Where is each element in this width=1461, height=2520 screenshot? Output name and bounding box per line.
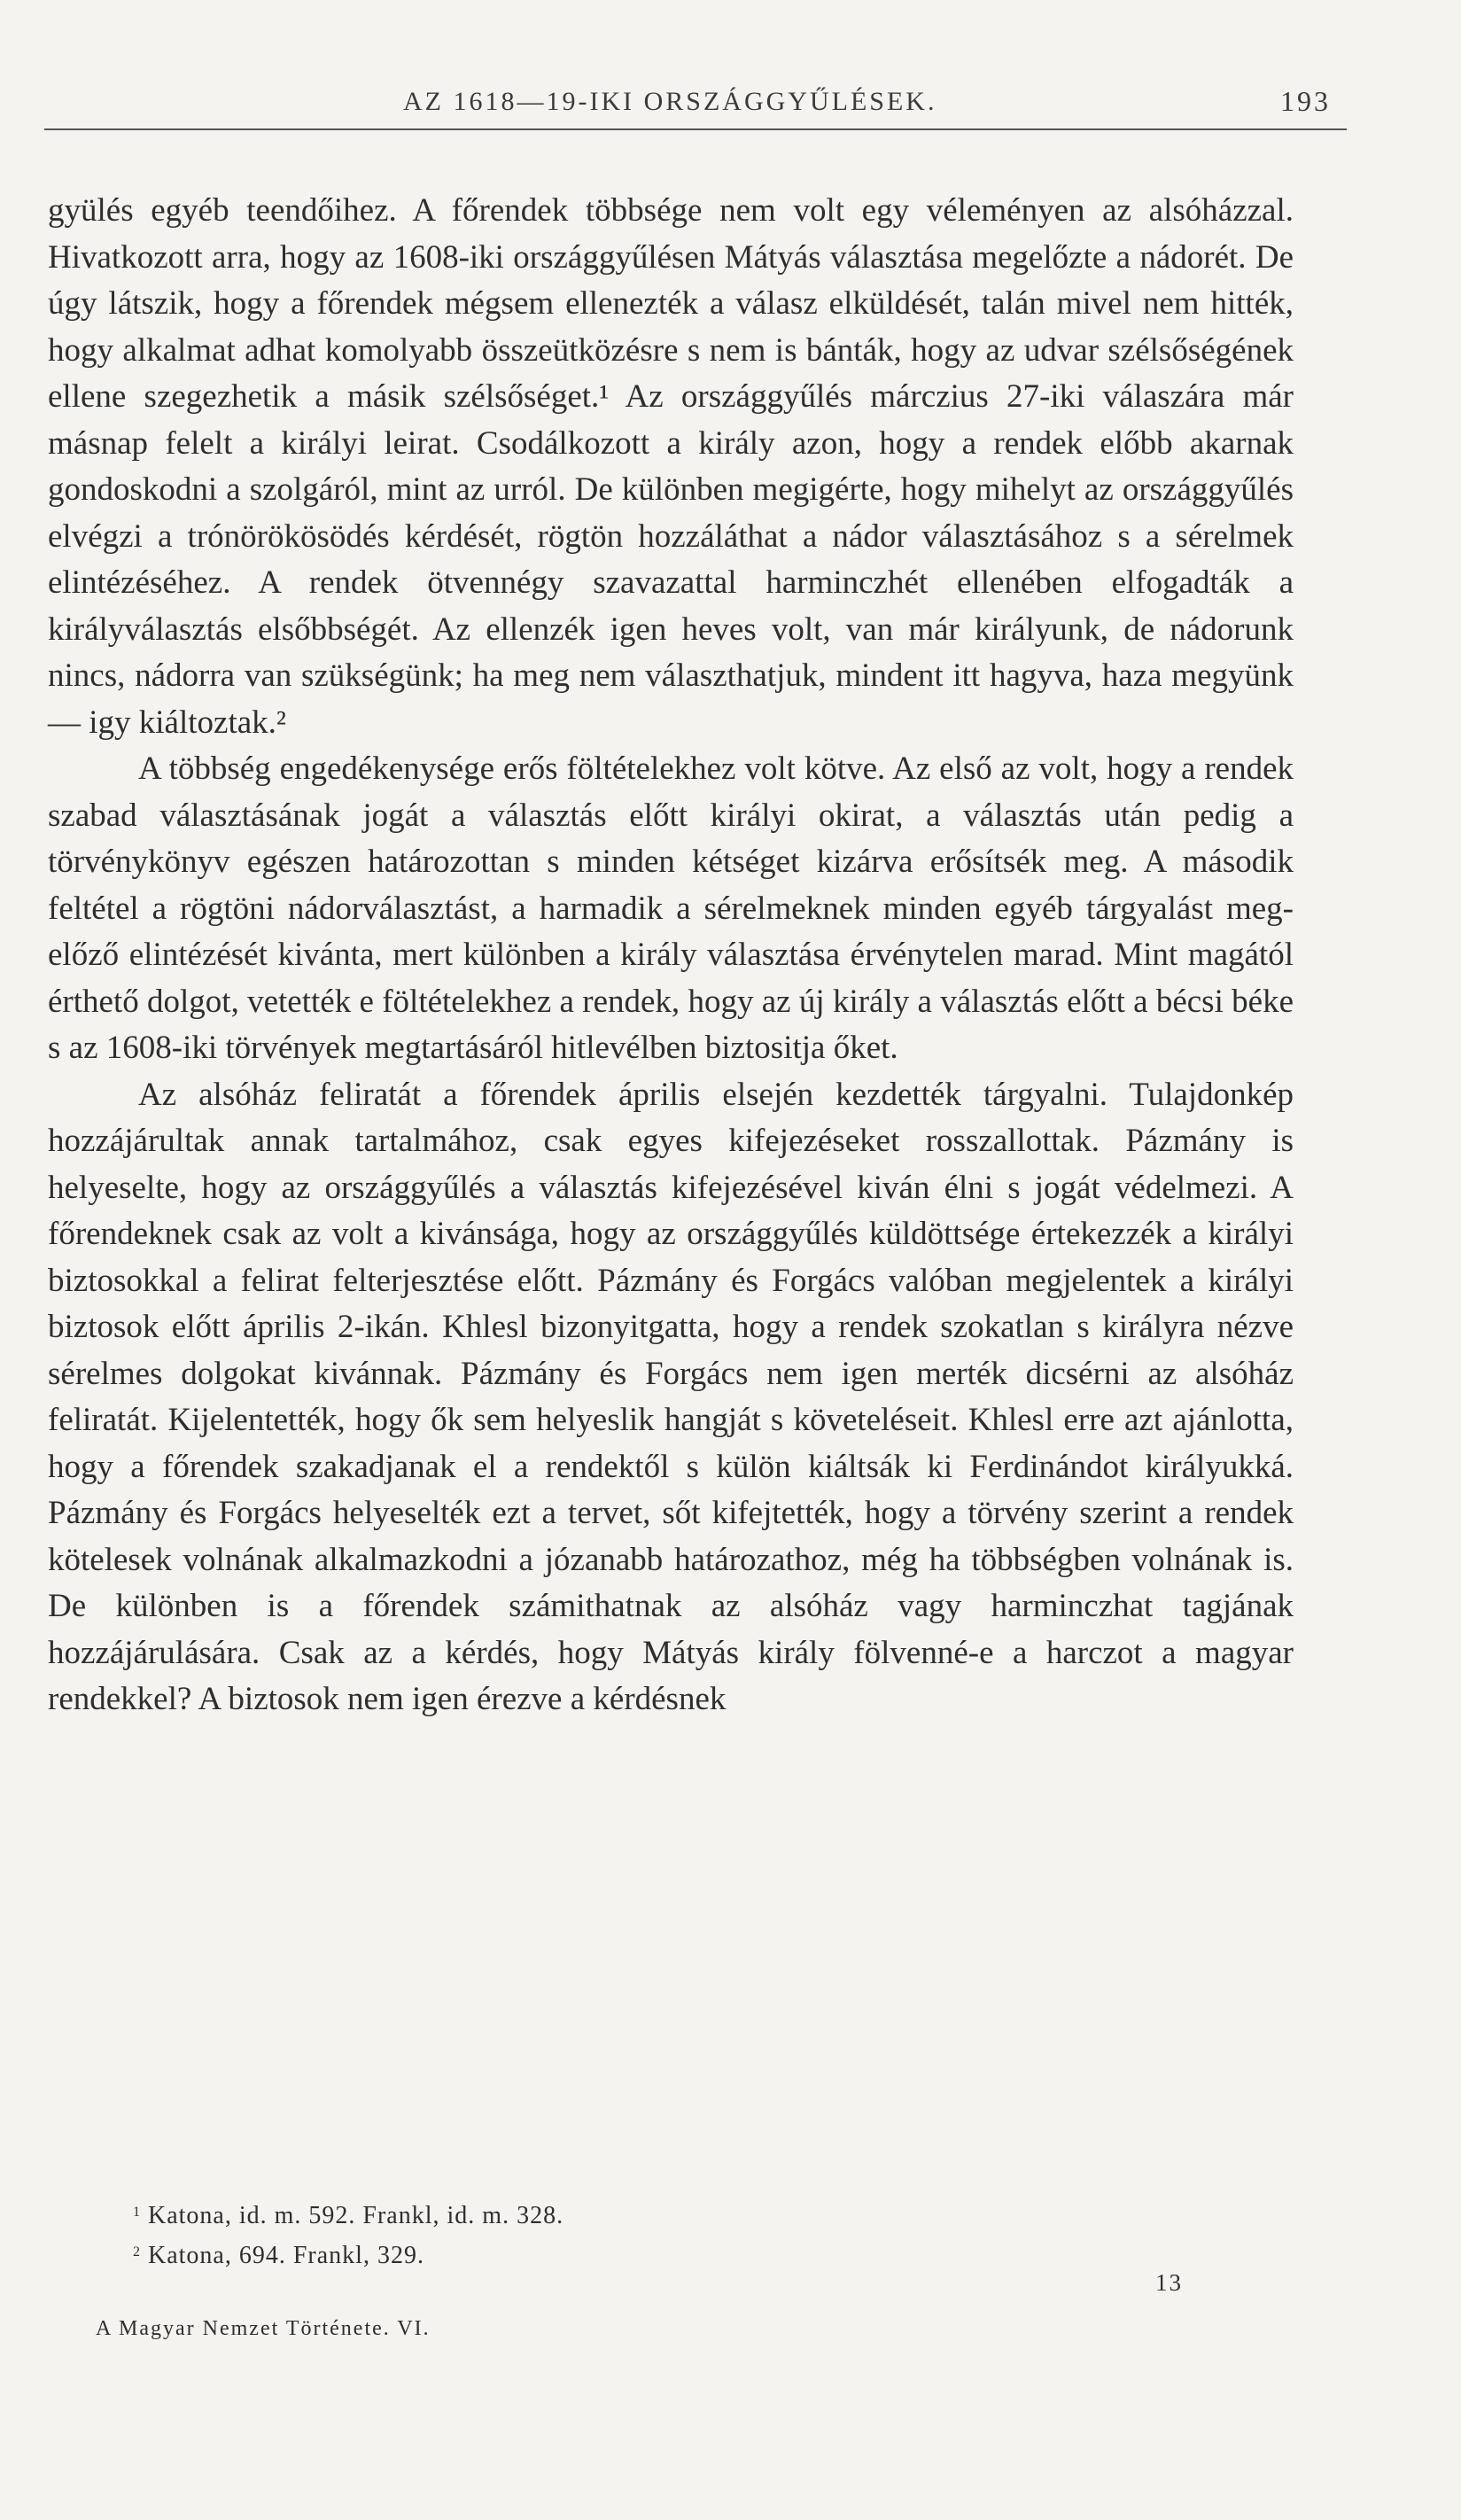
paragraph: gyülés egyéb teendőihez. A főrendek többsége nem volt egy véleményen az alsóházzal. Hivatkozott arra, hogy az 1608-iki országgyűlésen Mátyás választása megelőzte a nádorét. De úgy látszik, hogy a főrendek mégsem ellenezték a válasz elküldését, talán mivel nem hitték, hogy alkalmat adhat komolyabb összeütközésre s nem is bánták, hogy az udvar szélsőségének ellene szegezhetik a másik szélsőséget.¹ Az országgyűlés márczius 27-iki válaszára már másnap felelt a királyi leirat. Csodálkozott a király azon, hogy a rendek előbb akarnak gondoskodni a szolgáról, mint az urról. De különben megigérte, hogy mihelyt az országgyűlés elvégzi a trónörökösödés kérdését, rögtön hozzáláthat a nádor választásához s a sérelmek elintézéséhez. A rendek ötvennégy szavazattal harminczhét ellenében elfogadták a királyválasztás elsőbbségét. Az ellenzék igen heves volt, van már királyunk, de nádorunk nincs, nádorra van szükségünk; ha meg nem választhatjuk, mindent itt hagyva, haza megyünk — igy kiáltoztak.² (48, 192, 1294, 741)
paragraph: Az alsóház feliratát a főrendek április elsején kezdették tárgyalni. Tulajdonkép hozzájárultak annak tartalmához, csak egyes kifejezéseket rosszallottak. Pázmány is helyeselte, hogy az országgyűlés a választás kifejezésével kiván élni s jogát védelmezi. A főrendeknek csak az volt a kivánsága, hogy az országgyűlés küldöttsége értekezzék a királyi biztosokkal a felirat felterjesztése előtt. Pázmány és Forgács valóban megjelentek a királyi biztosok előtt április 2-ikán. Khlesl bizonyitgatta, hogy a rendek szokatlan s királyra nézve sérelmes dolgokat kivánnak. Pázmány és Forgács nem igen merték dicsérni az alsóház feliratát. Kijelentették, hogy ők sem helyeslik hangját s követeléseit. Khlesl erre azt ajánlotta, hogy a főrendek szakadjanak el a rendektől s külön kiáltsák ki Ferdinándot királyukká. Pázmány és Forgács helyeselték ezt a tervet, sőt kifejtették, hogy a törvény szerint a rendek kötelesek volnának alkalmazkodni a józanabb határozathoz, még ha többségben volnának is. De különben is a főrendek számithatnak az alsóház vagy harminczhat tagjának hozzájárulására. Csak az a kérdés, hogy Mátyás király fölvenné-e a harczot a magyar rendekkel? A biztosok nem igen érezve a kérdésnek (48, 1076, 1294, 1717)
page-header (44, 0, 1347, 130)
body-text (48, 188, 1294, 1723)
footnote (133, 2194, 1196, 2234)
printer-signature: 13 (1155, 2269, 1183, 2296)
series-title: A Magyar Nemzet Története. VI. (96, 2317, 431, 2340)
footnotes (133, 2194, 1196, 2274)
footnote-mark: 2 (133, 2244, 141, 2259)
running-title: AZ 1618—19-IKI ORSZÁGGYŰLÉSEK. (403, 87, 937, 116)
footnote-text: Katona, 694. Frankl, 329. (148, 2242, 424, 2269)
paragraph: A többség engedékenysége erős föltételekhez volt kötve. Az első az volt, hogy a rendek szabad választásának jogát a választás előtt királyi okirat, a választás után pedig a törvénykönyv egészen határozottan s minden kétséget kizárva erősítsék meg. A második feltétel a rögtöni nádorválasztást, a harmadik a sérelmeknek minden egyéb tárgyalást megelőző elintézését kivánta, mert különben a király választása érvénytelen marad. Mint magától érthető dolgot, vetették e föltételekhez a rendek, hogy az új király a választás előtt a bécsi béke s az 1608-iki törvények megtartásáról hitlevélben biztositja őket. (48, 751, 1294, 1066)
footnote-mark: 1 (133, 2205, 141, 2220)
page-number: 193 (1280, 85, 1331, 117)
footnote-text: Katona, id. m. 592. Frankl, id. m. 328. (148, 2202, 564, 2229)
footnote (133, 2234, 1196, 2274)
